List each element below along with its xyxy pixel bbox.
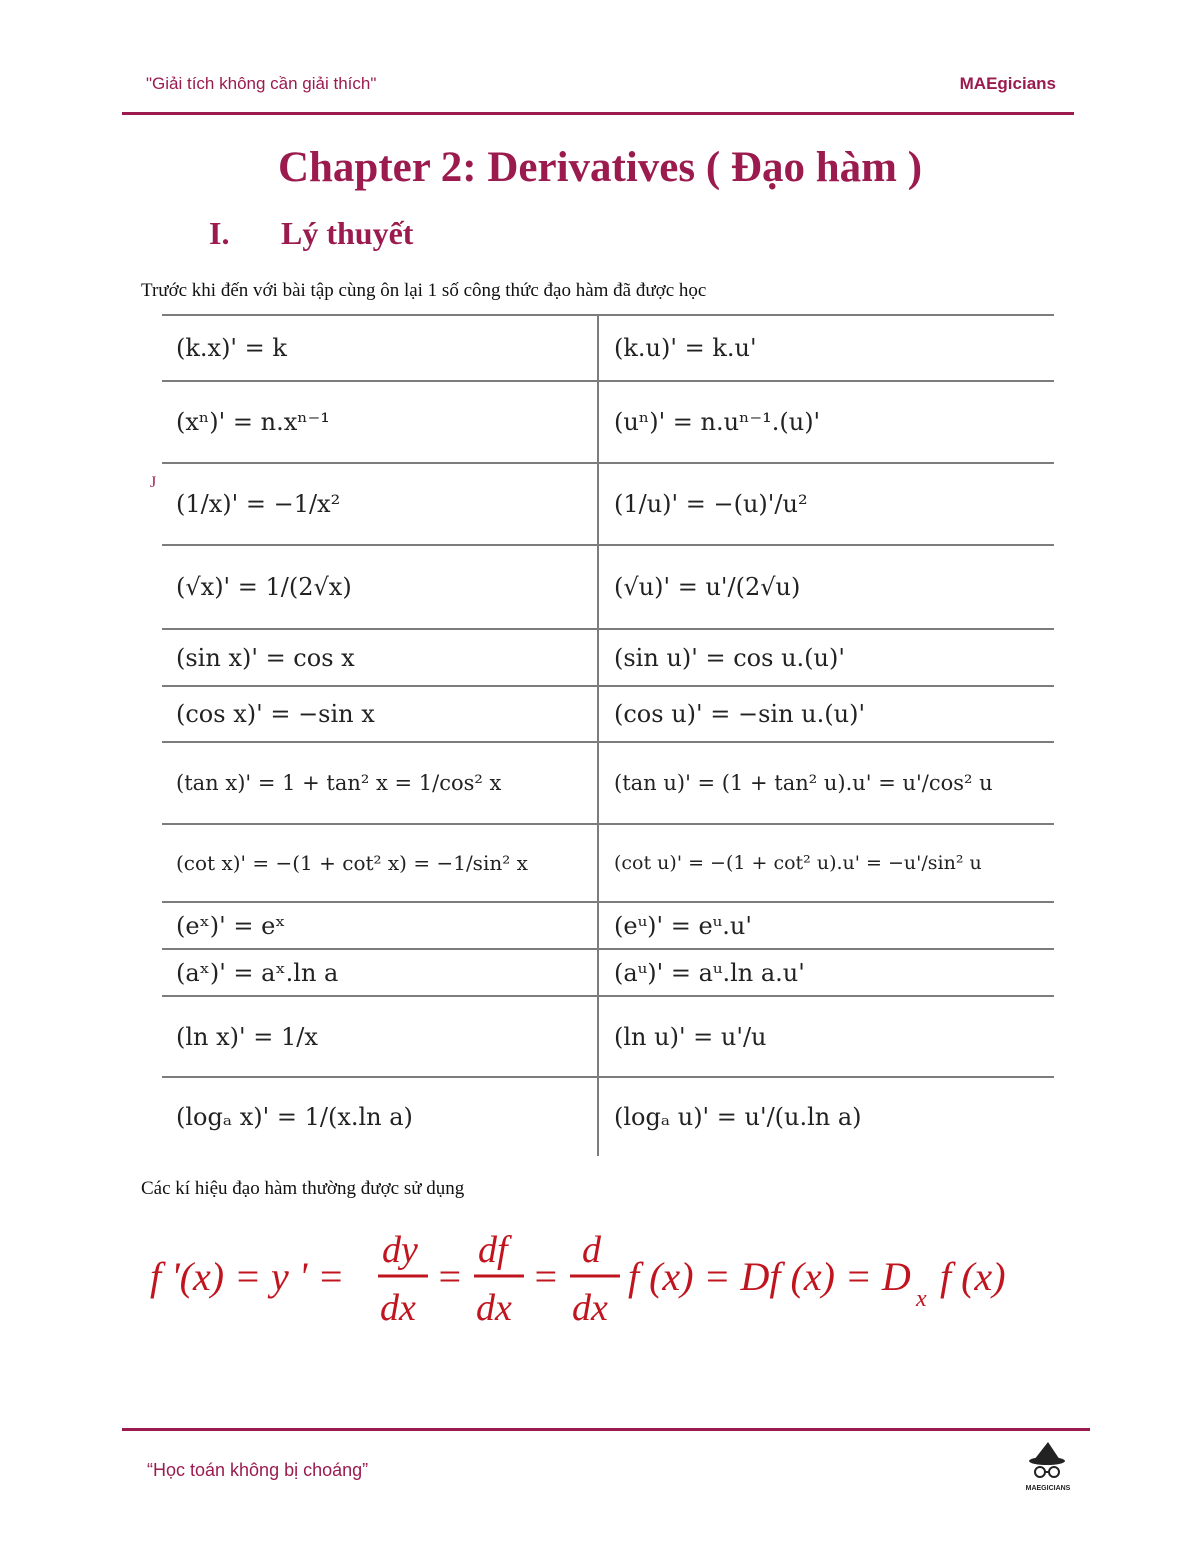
stray-mark: J <box>150 474 157 491</box>
notation-formula <box>150 1228 1050 1328</box>
footer-rule <box>122 1428 1090 1431</box>
formula-lhs: f '(x) = y ' = <box>150 1254 345 1299</box>
formula-cell-right: (cos u)' = −sin u.(u)' <box>614 700 866 728</box>
intro-text: Trước khi đến với bài tập cùng ôn lại 1 số công thức đạo hàm đã được học <box>141 280 707 301</box>
table-row <box>162 314 1054 380</box>
table-row <box>162 741 1054 823</box>
logo-text: MAEGICIANS <box>1025 1485 1071 1492</box>
formula-d: d <box>582 1229 601 1271</box>
formula-cell-right: (eᵘ)' = eᵘ.u' <box>614 911 752 940</box>
formula-dx: dx <box>572 1287 608 1328</box>
notation-intro: Các kí hiệu đạo hàm thường được sử dụng <box>141 1178 465 1199</box>
formula-cell-left: (ln x)' = 1/x <box>176 1022 318 1051</box>
formula-eq: = <box>436 1254 463 1299</box>
table-row <box>162 823 1054 901</box>
formula-dx: dx <box>476 1287 512 1328</box>
section-title: Lý thuyết <box>281 215 414 251</box>
formula-dx: dx <box>380 1287 416 1328</box>
header-rule <box>122 112 1074 115</box>
section-heading <box>209 215 413 252</box>
table-row <box>162 948 1054 995</box>
formula-cell-left: (√x)' = 1/(2√x) <box>176 573 352 601</box>
derivative-table <box>162 314 1054 1156</box>
table-row <box>162 995 1054 1076</box>
formula-cell-right: (tan u)' = (1 + tan² u).u' = u'/cos² u <box>614 771 993 795</box>
formula-cell-right: (k.u)' = k.u' <box>614 334 757 362</box>
header-left-text: "Giải tích không cần giải thích" <box>146 74 377 93</box>
page-title: Chapter 2: Derivatives ( Đạo hàm ) <box>277 144 923 191</box>
formula-cell-right: (uⁿ)' = n.uⁿ⁻¹.(u)' <box>614 408 821 436</box>
formula-cell-left: (eˣ)' = eˣ <box>176 911 286 940</box>
formula-cell-left: (logₐ x)' = 1/(x.ln a) <box>176 1103 413 1131</box>
formula-cell-right: (1/u)' = −(u)'/u² <box>614 490 808 518</box>
formula-cell-right: (sin u)' = cos u.(u)' <box>614 643 845 672</box>
formula-cell-left: (1/x)' = −1/x² <box>176 490 341 518</box>
formula-tail-end: f (x) <box>940 1254 1006 1299</box>
formula-dy: dy <box>382 1229 418 1271</box>
table-row <box>162 462 1054 544</box>
formula-cell-left: (cot x)' = −(1 + cot² x) = −1/sin² x <box>176 851 528 875</box>
header-right-text: MAEgicians <box>959 74 1056 93</box>
table-row <box>162 380 1054 462</box>
formula-cell-left: (aˣ)' = aˣ.ln a <box>176 958 339 987</box>
formula-cell-left: (tan x)' = 1 + tan² x = 1/cos² x <box>176 771 502 795</box>
formula-cell-left: (cos x)' = −sin x <box>176 700 375 728</box>
table-row <box>162 544 1054 628</box>
maegicians-logo <box>1018 1436 1078 1498</box>
formula-cell-right: (√u)' = u'/(2√u) <box>614 573 801 601</box>
table-row <box>162 685 1054 741</box>
table-row <box>162 901 1054 948</box>
section-number: I. <box>209 215 230 251</box>
formula-subscript: x <box>916 1286 927 1312</box>
formula-cell-right: (logₐ u)' = u'/(u.ln a) <box>614 1103 862 1131</box>
formula-cell-left: (xⁿ)' = n.xⁿ⁻¹ <box>176 408 330 436</box>
formula-tail: f (x) = Df (x) = D <box>628 1254 911 1299</box>
formula-df: df <box>478 1229 508 1271</box>
formula-cell-right: (ln u)' = u'/u <box>614 1022 767 1051</box>
table-row <box>162 1076 1054 1156</box>
footer-left-text: “Học toán không bị choáng” <box>147 1460 369 1480</box>
formula-cell-right: (aᵘ)' = aᵘ.ln a.u' <box>614 958 805 987</box>
formula-eq: = <box>532 1254 559 1299</box>
table-row <box>162 628 1054 685</box>
formula-cell-right: (cot u)' = −(1 + cot² u).u' = −u'/sin² u <box>614 852 982 874</box>
formula-cell-left: (sin x)' = cos x <box>176 643 355 672</box>
formula-cell-left: (k.x)' = k <box>176 334 287 362</box>
